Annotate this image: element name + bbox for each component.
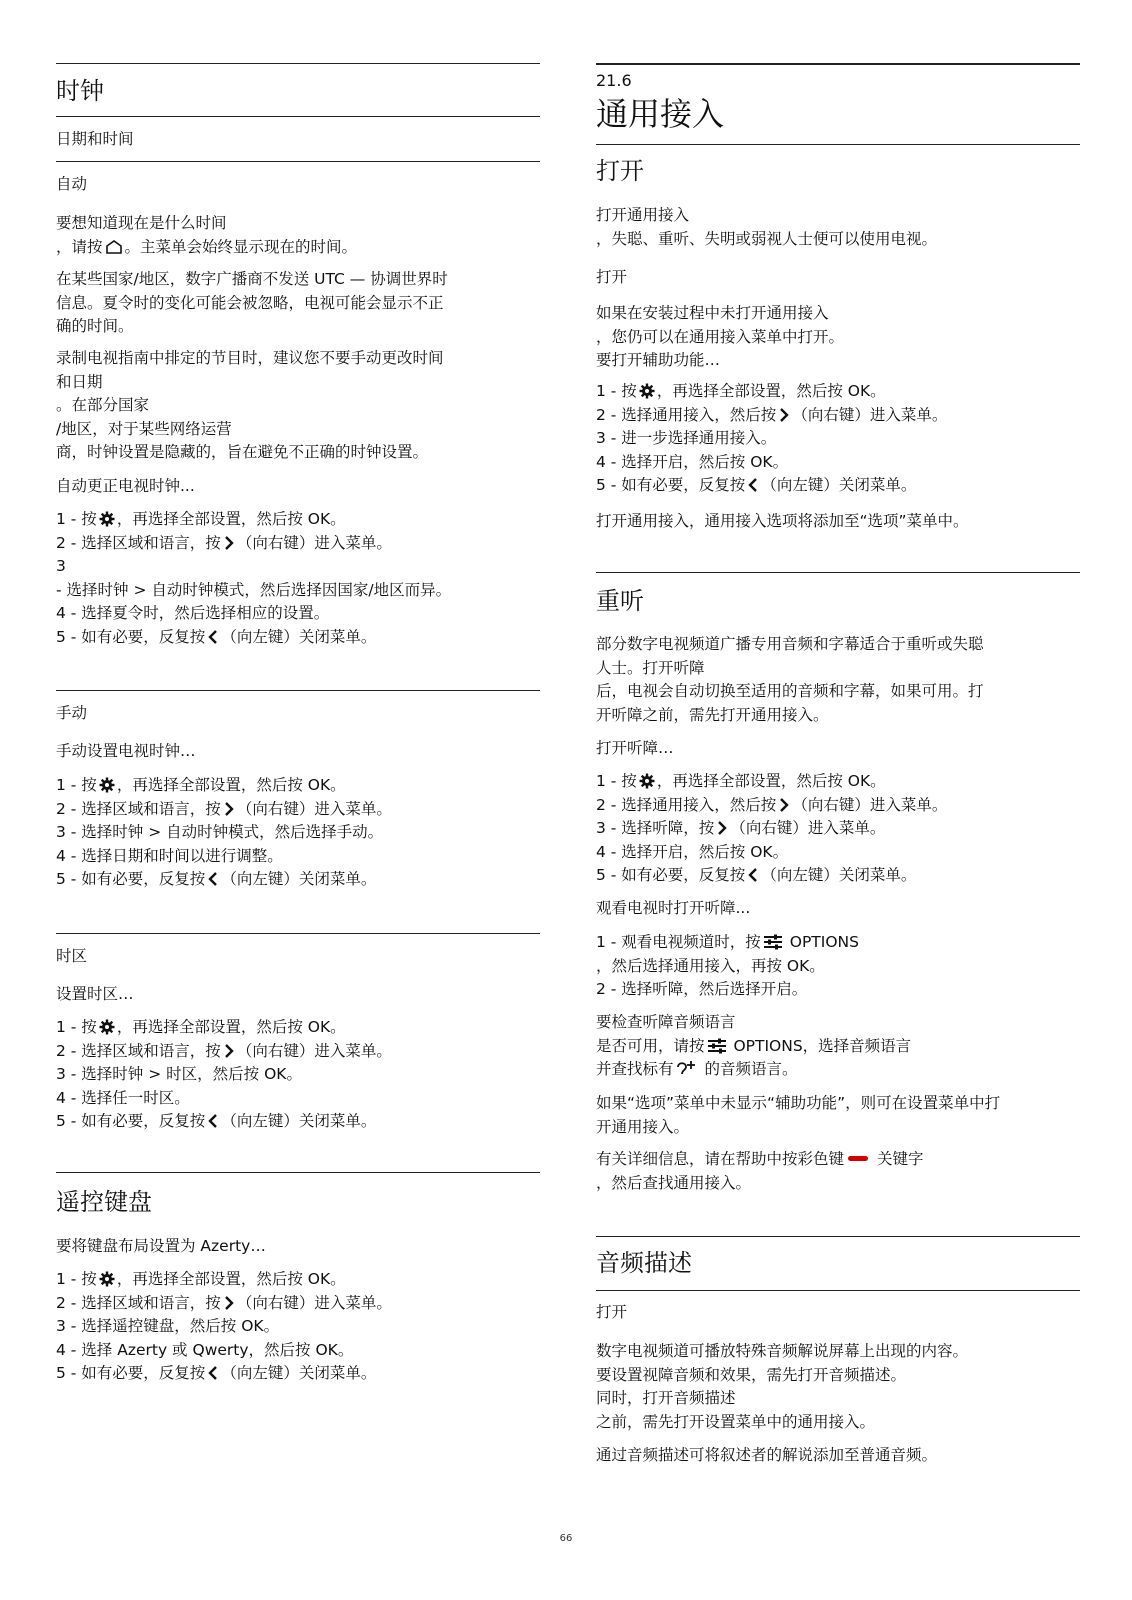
text-line: 后，电视会自动切换至适用的音频和字幕，如果可用。打 — [596, 682, 984, 700]
step — [56, 1040, 540, 1064]
chevron-left-icon — [207, 1113, 219, 1129]
audio-description-paragraph — [596, 1340, 1080, 1434]
text-span: 1 - 按 — [596, 382, 637, 400]
step: 4 - 选择开启，然后按 OK。 — [596, 452, 789, 471]
text-span: （向左键）关闭菜单。 — [221, 1112, 377, 1130]
text-span: 5 - 如有必要，反复按 — [596, 476, 746, 494]
rule — [56, 161, 540, 162]
rule — [596, 144, 1080, 145]
gear-icon — [99, 1019, 115, 1035]
step — [56, 508, 540, 532]
text-span: OPTIONS，选择音频语言 — [728, 1036, 912, 1055]
chevron-right-icon — [223, 1295, 235, 1311]
text-span: 1 - 按 — [56, 510, 97, 528]
rule — [56, 116, 540, 117]
text-line: 要设置视障音频和效果，需先打开音频描述。 — [596, 1365, 907, 1384]
step: 4 - 选择 Azerty 或 Qwerty，然后按 OK。 — [56, 1340, 354, 1359]
gear-icon — [99, 777, 115, 793]
audio-description-sub: 打开 — [596, 1303, 628, 1321]
text-line: 开听障之前，需先打开通用接入。 — [596, 705, 829, 724]
open-intro — [596, 204, 1080, 251]
text-span: 3 - 选择听障，按 — [596, 819, 715, 837]
text-line — [596, 1058, 1080, 1082]
timezone-label: 时区 — [56, 947, 88, 965]
step — [596, 380, 1080, 404]
rule — [596, 572, 1080, 573]
page-number: 66 — [559, 1533, 573, 1544]
text-line: 。在部分国家 — [56, 396, 150, 414]
text-span: （向右键）进入菜单。 — [236, 1293, 392, 1312]
hearing-paragraph — [596, 633, 1080, 727]
text-line: ，失聪、重听、失明或弱视人士便可以使用电视。 — [596, 229, 938, 248]
step — [56, 1292, 540, 1316]
red-color-key-icon — [848, 1156, 868, 1161]
text-span: 1 - 按 — [596, 772, 637, 790]
watch-steps — [596, 931, 1080, 1002]
text-span: 。主菜单会始终显示现在的时间。 — [124, 237, 358, 256]
text-span: ，请按 — [56, 237, 103, 256]
chevron-right-icon — [223, 801, 235, 817]
text-line: 数字电视频道可播放特殊音频解说屏幕上出现的内容。 — [596, 1342, 969, 1360]
manual-steps — [56, 774, 540, 892]
text-span: （向左键）关闭菜单。 — [221, 1364, 377, 1382]
options-note — [596, 1092, 1080, 1139]
text-line: 如果在安装过程中未打开通用接入 — [596, 304, 829, 322]
text-line: 人士。打开听障 — [596, 658, 705, 677]
chevron-left-icon — [747, 867, 759, 883]
text-line: /地区，对于某些网络运营 — [56, 419, 232, 438]
open-paragraph — [596, 302, 1080, 373]
text-span: ，再选择全部设置，然后按 OK。 — [656, 772, 886, 790]
text-span: 5 - 如有必要，反复按 — [596, 866, 746, 884]
auto-correct-intro: 自动更正电视时钟... — [56, 477, 195, 495]
text-span: 2 - 选择区域和语言，按 — [56, 1293, 221, 1312]
text-span: 1 - 按 — [56, 776, 97, 794]
text-line — [596, 1035, 1080, 1059]
auto-steps — [56, 508, 540, 649]
options-icon — [707, 1038, 727, 1054]
step: 3 — [56, 557, 66, 575]
step: 3 - 选择时钟 > 时区，然后按 OK。 — [56, 1065, 302, 1083]
step: 4 - 选择夏令时，然后选择相应的设置。 — [56, 604, 330, 622]
text-line: 部分数字电视频道广播专用音频和字幕适合于重听或失聪 — [596, 635, 984, 653]
open-steps — [596, 380, 1080, 498]
step: 3 - 选择遥控键盘，然后按 OK。 — [56, 1317, 280, 1335]
auto-intro — [56, 212, 540, 259]
text-span: OPTIONS — [784, 933, 859, 951]
text-span: 5 - 如有必要，反复按 — [56, 870, 206, 888]
check-paragraph — [596, 1011, 1080, 1082]
step — [56, 1362, 540, 1386]
timezone-steps — [56, 1016, 540, 1134]
step — [56, 532, 540, 556]
chevron-right-icon — [778, 407, 790, 423]
gear-icon — [639, 383, 655, 399]
text-span: ，再选择全部设置，然后按 OK。 — [116, 1270, 346, 1288]
keyboard-intro: 要将键盘布局设置为 Azerty… — [56, 1237, 266, 1255]
text-span: 并查找标有 — [596, 1060, 674, 1078]
text-line: 信息。夏令时的变化可能会被忽略，电视可能会显示不正 — [56, 293, 444, 312]
step — [56, 798, 540, 822]
text-span: 2 - 选择区域和语言，按 — [56, 1041, 221, 1060]
text-span: 2 - 选择区域和语言，按 — [56, 533, 221, 552]
step — [596, 864, 1080, 888]
section-title: 通用接入 — [596, 95, 725, 133]
clock-heading: 时钟 — [56, 77, 104, 105]
hearing-impaired-icon — [676, 1059, 698, 1077]
text-span: 关键字 — [872, 1150, 924, 1168]
text-line: 开通用接入。 — [596, 1117, 690, 1136]
auto-label: 自动 — [56, 175, 88, 193]
text-span: 5 - 如有必要，反复按 — [56, 1364, 206, 1382]
text-line: 确的时间。 — [56, 317, 134, 335]
text-line: 录制电视指南中排定的节目时，建议您不要手动更改时间 — [56, 349, 444, 367]
text-line: 商，时钟设置是隐藏的，旨在避免不正确的时钟设置。 — [56, 443, 429, 461]
hearing-intro: 打开听障… — [596, 739, 674, 757]
manual-label: 手动 — [56, 704, 88, 722]
text-span: ，再选择全部设置，然后按 OK。 — [116, 776, 346, 794]
text-span: （向右键）进入菜单。 — [792, 795, 948, 814]
chevron-right-icon — [223, 535, 235, 551]
step — [56, 1268, 540, 1292]
chevron-right-icon — [778, 797, 790, 813]
text-span: ，再选择全部设置，然后按 OK。 — [116, 1018, 346, 1036]
open-sub-label: 打开 — [596, 268, 628, 286]
text-span: （向左键）关闭菜单。 — [221, 870, 377, 888]
text-span: （向右键）进入菜单。 — [730, 819, 886, 837]
rule — [56, 933, 540, 934]
timezone-intro: 设置时区… — [56, 985, 134, 1003]
text-span: 有关详细信息，请在帮助中按彩色键 — [596, 1150, 845, 1168]
step: ，然后选择通用接入，再按 OK。 — [596, 956, 825, 975]
text-span: 2 - 选择通用接入，然后按 — [596, 795, 777, 814]
step — [596, 931, 1080, 955]
chevron-right-icon — [223, 1043, 235, 1059]
text-span: ，再选择全部设置，然后按 OK。 — [656, 382, 886, 400]
step: 3 - 选择时钟 > 自动时钟模式，然后选择手动。 — [56, 823, 384, 841]
recording-paragraph — [56, 347, 540, 465]
step — [56, 1110, 540, 1134]
utc-paragraph — [56, 268, 540, 339]
rule — [596, 1236, 1080, 1237]
step: - 选择时钟 > 自动时钟模式，然后选择因国家/地区而异。 — [56, 580, 452, 599]
text-span: 5 - 如有必要，反复按 — [56, 1112, 206, 1130]
text-span: 5 - 如有必要，反复按 — [56, 627, 206, 646]
text-line: ，然后查找通用接入。 — [596, 1173, 752, 1192]
keyboard-steps — [56, 1268, 540, 1386]
text-line: 之前，需先打开设置菜单中的通用接入。 — [596, 1412, 876, 1431]
step — [596, 404, 1080, 428]
gear-icon — [99, 511, 115, 527]
options-icon — [763, 934, 783, 950]
text-line: 打开通用接入 — [596, 206, 690, 224]
step: 4 - 选择任一时区。 — [56, 1088, 190, 1107]
watch-intro: 观看电视时打开听障... — [596, 899, 751, 917]
rule — [56, 63, 540, 64]
rule — [56, 1172, 540, 1173]
audio-description-note: 通过音频描述可将叙述者的解说添加至普通音频。 — [596, 1446, 938, 1464]
hearing-heading: 重听 — [596, 587, 644, 615]
text-span: 2 - 选择区域和语言，按 — [56, 799, 221, 818]
chevron-left-icon — [207, 871, 219, 887]
open-note: 打开通用接入，通用接入选项将添加至“选项”菜单中。 — [596, 512, 969, 530]
text-span: 的音频语言。 — [699, 1060, 798, 1078]
text-line — [56, 236, 540, 260]
text-span: 2 - 选择通用接入，然后按 — [596, 405, 777, 424]
chevron-right-icon — [716, 820, 728, 836]
step — [596, 474, 1080, 498]
text-span: （向右键）进入菜单。 — [236, 1041, 392, 1060]
text-span: （向左键）关闭菜单。 — [221, 627, 377, 646]
date-time-label: 日期和时间 — [56, 130, 134, 148]
rule — [596, 1290, 1080, 1291]
chevron-left-icon — [207, 629, 219, 645]
gear-icon — [639, 773, 655, 789]
step — [56, 774, 540, 798]
text-line: 在某些国家/地区，数字广播商不发送 UTC — 协调世界时 — [56, 270, 448, 288]
open-heading: 打开 — [596, 157, 644, 185]
manual-intro: 手动设置电视时钟… — [56, 742, 196, 760]
text-line — [596, 1148, 1080, 1172]
text-span: （向左键）关闭菜单。 — [761, 866, 917, 884]
text-span: 1 - 按 — [56, 1018, 97, 1036]
chevron-left-icon — [207, 1365, 219, 1381]
text-line: 和日期 — [56, 372, 103, 391]
step — [596, 794, 1080, 818]
text-line: 要想知道现在是什么时间 — [56, 214, 227, 232]
text-span: （向右键）进入菜单。 — [792, 405, 948, 424]
text-line: 要检查听障音频语言 — [596, 1013, 736, 1031]
text-span: ，再选择全部设置，然后按 OK。 — [116, 510, 346, 528]
section-rule — [596, 63, 1080, 65]
step: 3 - 进一步选择通用接入。 — [596, 429, 777, 447]
text-line: 如果“选项”菜单中未显示“辅助功能”，则可在设置菜单中打 — [596, 1094, 1001, 1112]
text-line: 要打开辅助功能… — [596, 351, 721, 369]
help-paragraph — [596, 1148, 1080, 1195]
step — [56, 1016, 540, 1040]
text-span: 1 - 观看电视频道时，按 — [596, 933, 761, 951]
chevron-left-icon — [747, 477, 759, 493]
section-number: 21.6 — [596, 71, 632, 90]
text-line: 同时，打开音频描述 — [596, 1389, 736, 1407]
text-line: ，您仍可以在通用接入菜单中打开。 — [596, 327, 845, 346]
rule — [56, 690, 540, 691]
step: 2 - 选择听障，然后选择开启。 — [596, 980, 808, 998]
step — [596, 817, 1080, 841]
text-span: 1 - 按 — [56, 1270, 97, 1288]
step — [56, 868, 540, 892]
text-span: （向右键）进入菜单。 — [236, 533, 392, 552]
text-span: （向右键）进入菜单。 — [236, 799, 392, 818]
text-span: 是否可用，请按 — [596, 1036, 705, 1055]
gear-icon — [99, 1271, 115, 1287]
audio-description-heading: 音频描述 — [596, 1249, 692, 1277]
step — [56, 626, 540, 650]
step: 4 - 选择开启，然后按 OK。 — [596, 842, 789, 861]
keyboard-heading: 遥控键盘 — [56, 1188, 152, 1216]
hearing-steps — [596, 770, 1080, 888]
step — [596, 770, 1080, 794]
text-span: （向左键）关闭菜单。 — [761, 476, 917, 494]
home-icon — [105, 239, 123, 255]
step: 4 - 选择日期和时间以进行调整。 — [56, 846, 283, 865]
